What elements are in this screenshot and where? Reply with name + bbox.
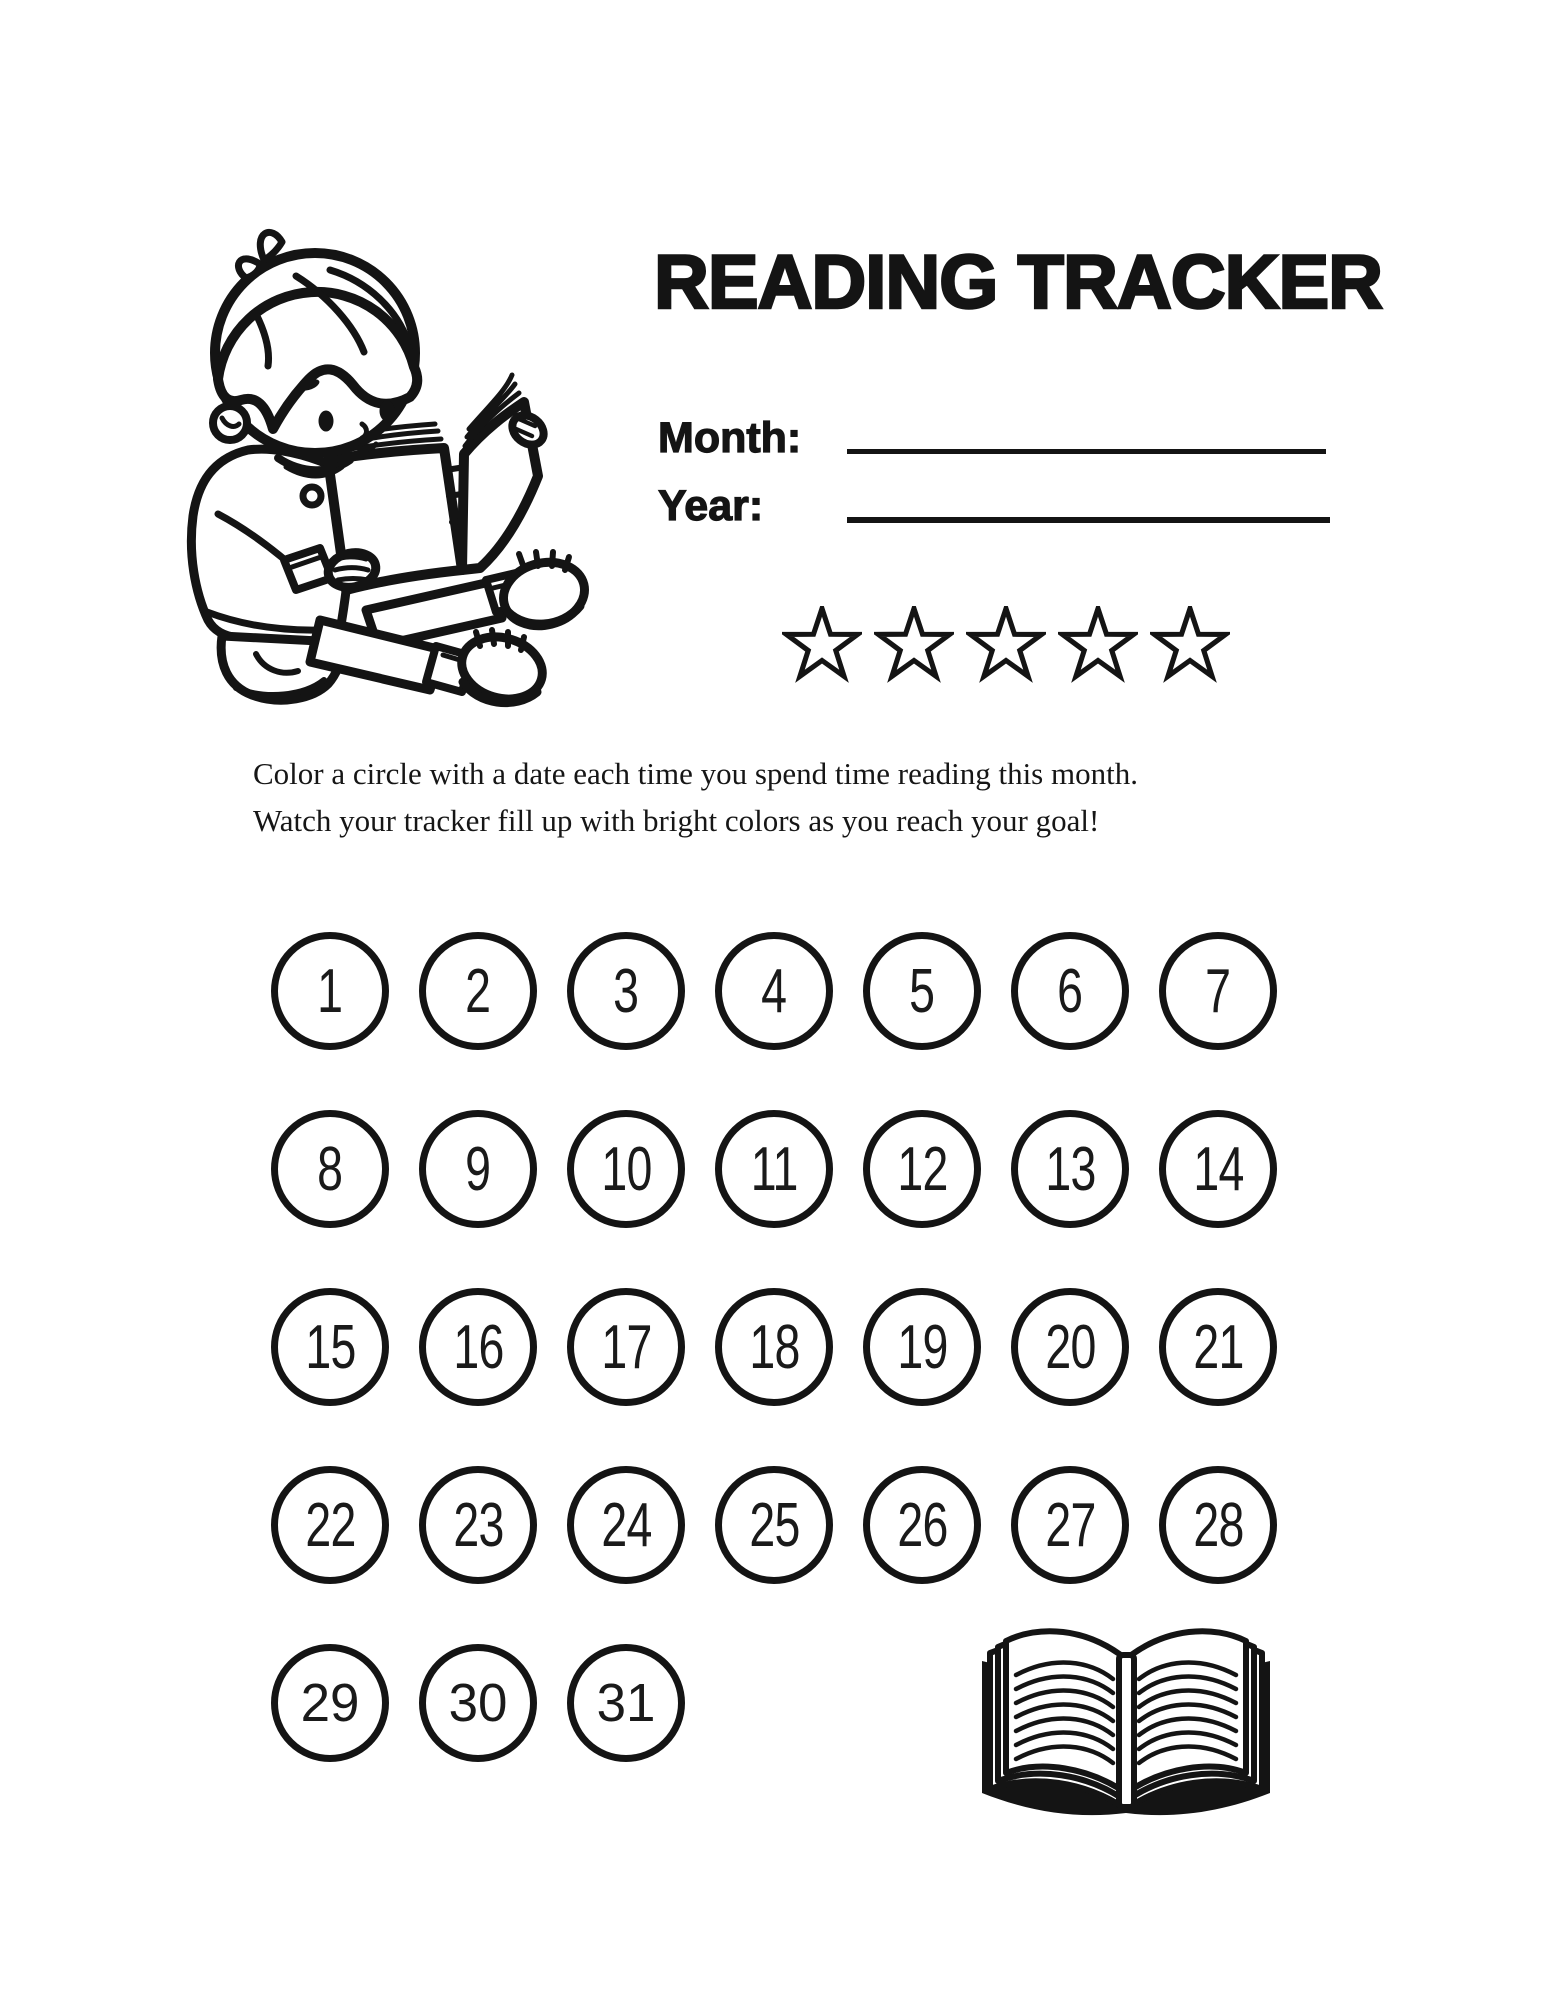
day-circle-16[interactable] — [419, 1288, 537, 1406]
day-circle-23[interactable] — [419, 1466, 537, 1584]
day-number: 3 — [613, 956, 639, 1026]
day-number: 29 — [300, 1673, 360, 1733]
day-number: 19 — [896, 1312, 948, 1382]
day-number: 28 — [1192, 1490, 1244, 1560]
day-number: 11 — [750, 1134, 798, 1204]
star-icon[interactable] — [1150, 606, 1230, 686]
day-number: 5 — [909, 956, 935, 1026]
day-circle-31[interactable] — [567, 1644, 685, 1762]
day-circle-2[interactable] — [419, 932, 537, 1050]
day-number: 10 — [600, 1134, 652, 1204]
day-circle-9[interactable] — [419, 1110, 537, 1228]
day-number: 21 — [1192, 1312, 1244, 1382]
day-circle-17[interactable] — [567, 1288, 685, 1406]
day-number: 27 — [1044, 1490, 1096, 1560]
page-title: READING TRACKER — [653, 240, 1383, 325]
month-label: Month: — [658, 414, 802, 462]
day-number: 13 — [1044, 1134, 1096, 1204]
day-circle-14[interactable] — [1159, 1110, 1277, 1228]
instructions-text — [253, 750, 1313, 844]
day-circle-3[interactable] — [567, 932, 685, 1050]
day-circle-1[interactable] — [271, 932, 389, 1050]
day-circle-27[interactable] — [1011, 1466, 1129, 1584]
star-icon[interactable] — [1058, 606, 1138, 686]
day-circle-10[interactable] — [567, 1110, 685, 1228]
day-number: 24 — [600, 1490, 652, 1560]
day-circle-7[interactable] — [1159, 932, 1277, 1050]
star-icon[interactable] — [966, 606, 1046, 686]
day-number: 18 — [748, 1312, 800, 1382]
day-circle-15[interactable] — [271, 1288, 389, 1406]
day-number: 25 — [748, 1490, 800, 1560]
boy-ear — [213, 406, 247, 440]
day-number: 26 — [896, 1490, 948, 1560]
star-icon[interactable] — [782, 606, 862, 686]
day-number: 20 — [1044, 1312, 1096, 1382]
day-number: 17 — [600, 1312, 652, 1382]
day-number: 1 — [317, 956, 343, 1026]
day-number: 4 — [761, 956, 787, 1026]
day-circle-25[interactable] — [715, 1466, 833, 1584]
day-circle-6[interactable] — [1011, 932, 1129, 1050]
day-circle-13[interactable] — [1011, 1110, 1129, 1228]
day-circle-21[interactable] — [1159, 1288, 1277, 1406]
day-circle-29[interactable] — [271, 1644, 389, 1762]
star-icon[interactable] — [874, 606, 954, 686]
day-circle-30[interactable] — [419, 1644, 537, 1762]
day-number: 31 — [596, 1673, 656, 1733]
instructions-line-2: Watch your tracker fill up with bright colors as you reach your goal! — [253, 803, 1100, 838]
day-number: 9 — [465, 1134, 491, 1204]
day-circle-24[interactable] — [567, 1466, 685, 1584]
day-number: 23 — [452, 1490, 504, 1560]
day-number: 22 — [304, 1490, 356, 1560]
month-input-line[interactable] — [847, 449, 1326, 454]
star-rating — [782, 606, 1230, 686]
day-circle-22[interactable] — [271, 1466, 389, 1584]
year-input-line[interactable] — [847, 517, 1330, 523]
day-number: 12 — [896, 1134, 948, 1204]
day-number: 7 — [1205, 956, 1231, 1026]
boy-eye-right — [380, 401, 395, 422]
day-circle-8[interactable] — [271, 1110, 389, 1228]
day-number: 15 — [304, 1312, 356, 1382]
day-number: 16 — [452, 1312, 504, 1382]
day-circle-20[interactable] — [1011, 1288, 1129, 1406]
year-label: Year: — [658, 482, 764, 530]
day-circle-19[interactable] — [863, 1288, 981, 1406]
day-number: 2 — [465, 956, 491, 1026]
day-number: 8 — [317, 1134, 343, 1204]
day-circle-18[interactable] — [715, 1288, 833, 1406]
day-number: 6 — [1057, 956, 1083, 1026]
boy-reading-illustration — [160, 218, 590, 705]
day-circle-11[interactable] — [715, 1110, 833, 1228]
day-circle-28[interactable] — [1159, 1466, 1277, 1584]
day-number: 30 — [448, 1673, 508, 1733]
day-number: 14 — [1192, 1134, 1244, 1204]
instructions-line-1: Color a circle with a date each time you spend time reading this month. — [253, 756, 1138, 791]
open-book-icon — [972, 1597, 1280, 1832]
day-circle-5[interactable] — [863, 932, 981, 1050]
day-circle-26[interactable] — [863, 1466, 981, 1584]
day-circle-12[interactable] — [863, 1110, 981, 1228]
day-circle-4[interactable] — [715, 932, 833, 1050]
boy-eye-left — [319, 411, 334, 432]
